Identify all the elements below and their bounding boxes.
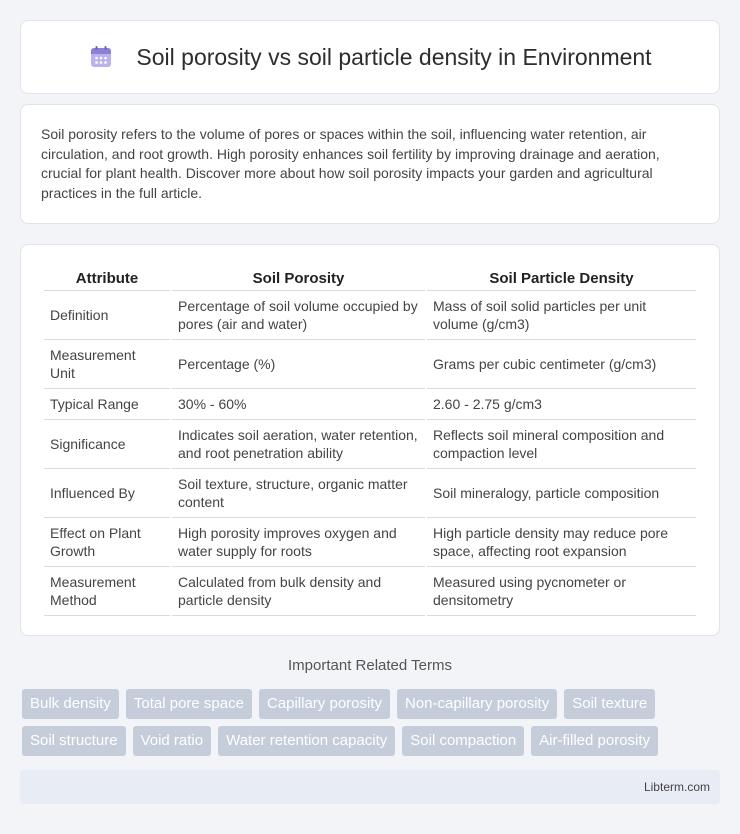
- row-porosity: Calculated from bulk density and particle density: [172, 567, 425, 616]
- row-porosity: Percentage (%): [172, 340, 425, 389]
- table-row: [44, 518, 696, 567]
- tag-water-retention-capacity[interactable]: Water retention capacity: [218, 726, 395, 756]
- comparison-table-card: [20, 244, 720, 636]
- comparison-table: [42, 265, 698, 616]
- row-particle-density: 2.60 - 2.75 g/cm3: [427, 389, 696, 420]
- related-terms-list: [22, 689, 722, 756]
- table-row: [44, 420, 696, 469]
- tag-soil-texture[interactable]: Soil texture: [564, 689, 655, 719]
- table-row: [44, 291, 696, 340]
- row-particle-density: High particle density may reduce pore space, affecting root expansion: [427, 518, 696, 567]
- row-particle-density: Soil mineralogy, particle composition: [427, 469, 696, 518]
- intro-text: Soil porosity refers to the volume of pores or spaces within the soil, influencing water retention, air circulation, and root growth. High porosity enhances soil fertility by improving drainage and aeration, crucial for plant health. Discover more about how soil porosity impacts your garden and agricultural practices in the full article.: [41, 126, 660, 201]
- table-row: [44, 567, 696, 616]
- row-particle-density: Reflects soil mineral composition and compaction level: [427, 420, 696, 469]
- tag-total-pore-space[interactable]: Total pore space: [126, 689, 252, 719]
- header-soil-particle-density: Soil Particle Density: [427, 265, 696, 291]
- tag-bulk-density[interactable]: Bulk density: [22, 689, 119, 719]
- table-row: [44, 340, 696, 389]
- row-particle-density: Measured using pycnometer or densitometry: [427, 567, 696, 616]
- tag-capillary-porosity[interactable]: Capillary porosity: [259, 689, 390, 719]
- table-header-row: [44, 265, 696, 291]
- row-porosity: Indicates soil aeration, water retention, and root penetration ability: [172, 420, 425, 469]
- row-particle-density: Grams per cubic centimeter (g/cm3): [427, 340, 696, 389]
- row-attribute: Typical Range: [44, 389, 170, 420]
- row-porosity: High porosity improves oxygen and water supply for roots: [172, 518, 425, 567]
- page-header: [20, 20, 720, 94]
- header-attribute: Attribute: [44, 265, 170, 291]
- row-porosity: Percentage of soil volume occupied by pores (air and water): [172, 291, 425, 340]
- tag-soil-structure[interactable]: Soil structure: [22, 726, 126, 756]
- row-attribute: Influenced By: [44, 469, 170, 518]
- row-attribute: Definition: [44, 291, 170, 340]
- tag-void-ratio[interactable]: Void ratio: [133, 726, 212, 756]
- tag-soil-compaction[interactable]: Soil compaction: [402, 726, 524, 756]
- footer: [20, 770, 720, 804]
- tag-non-capillary-porosity[interactable]: Non-capillary porosity: [397, 689, 557, 719]
- row-attribute: Significance: [44, 420, 170, 469]
- intro-card: [20, 104, 720, 224]
- row-attribute: Effect on Plant Growth: [44, 518, 170, 567]
- row-attribute: Measurement Unit: [44, 340, 170, 389]
- row-porosity: Soil texture, structure, organic matter content: [172, 469, 425, 518]
- table-row: [44, 469, 696, 518]
- footer-site-link[interactable]: Libterm.com: [643, 780, 710, 794]
- calendar-icon: [88, 44, 114, 70]
- related-terms-title: Important Related Terms: [288, 657, 452, 674]
- page-title: Soil porosity vs soil particle density in Environment: [136, 43, 652, 70]
- row-porosity: 30% - 60%: [172, 389, 425, 420]
- tag-air-filled-porosity[interactable]: Air-filled porosity: [531, 726, 658, 756]
- row-attribute: Measurement Method: [44, 567, 170, 616]
- row-particle-density: Mass of soil solid particles per unit volume (g/cm3): [427, 291, 696, 340]
- header-soil-porosity: Soil Porosity: [172, 265, 425, 291]
- table-row: [44, 389, 696, 420]
